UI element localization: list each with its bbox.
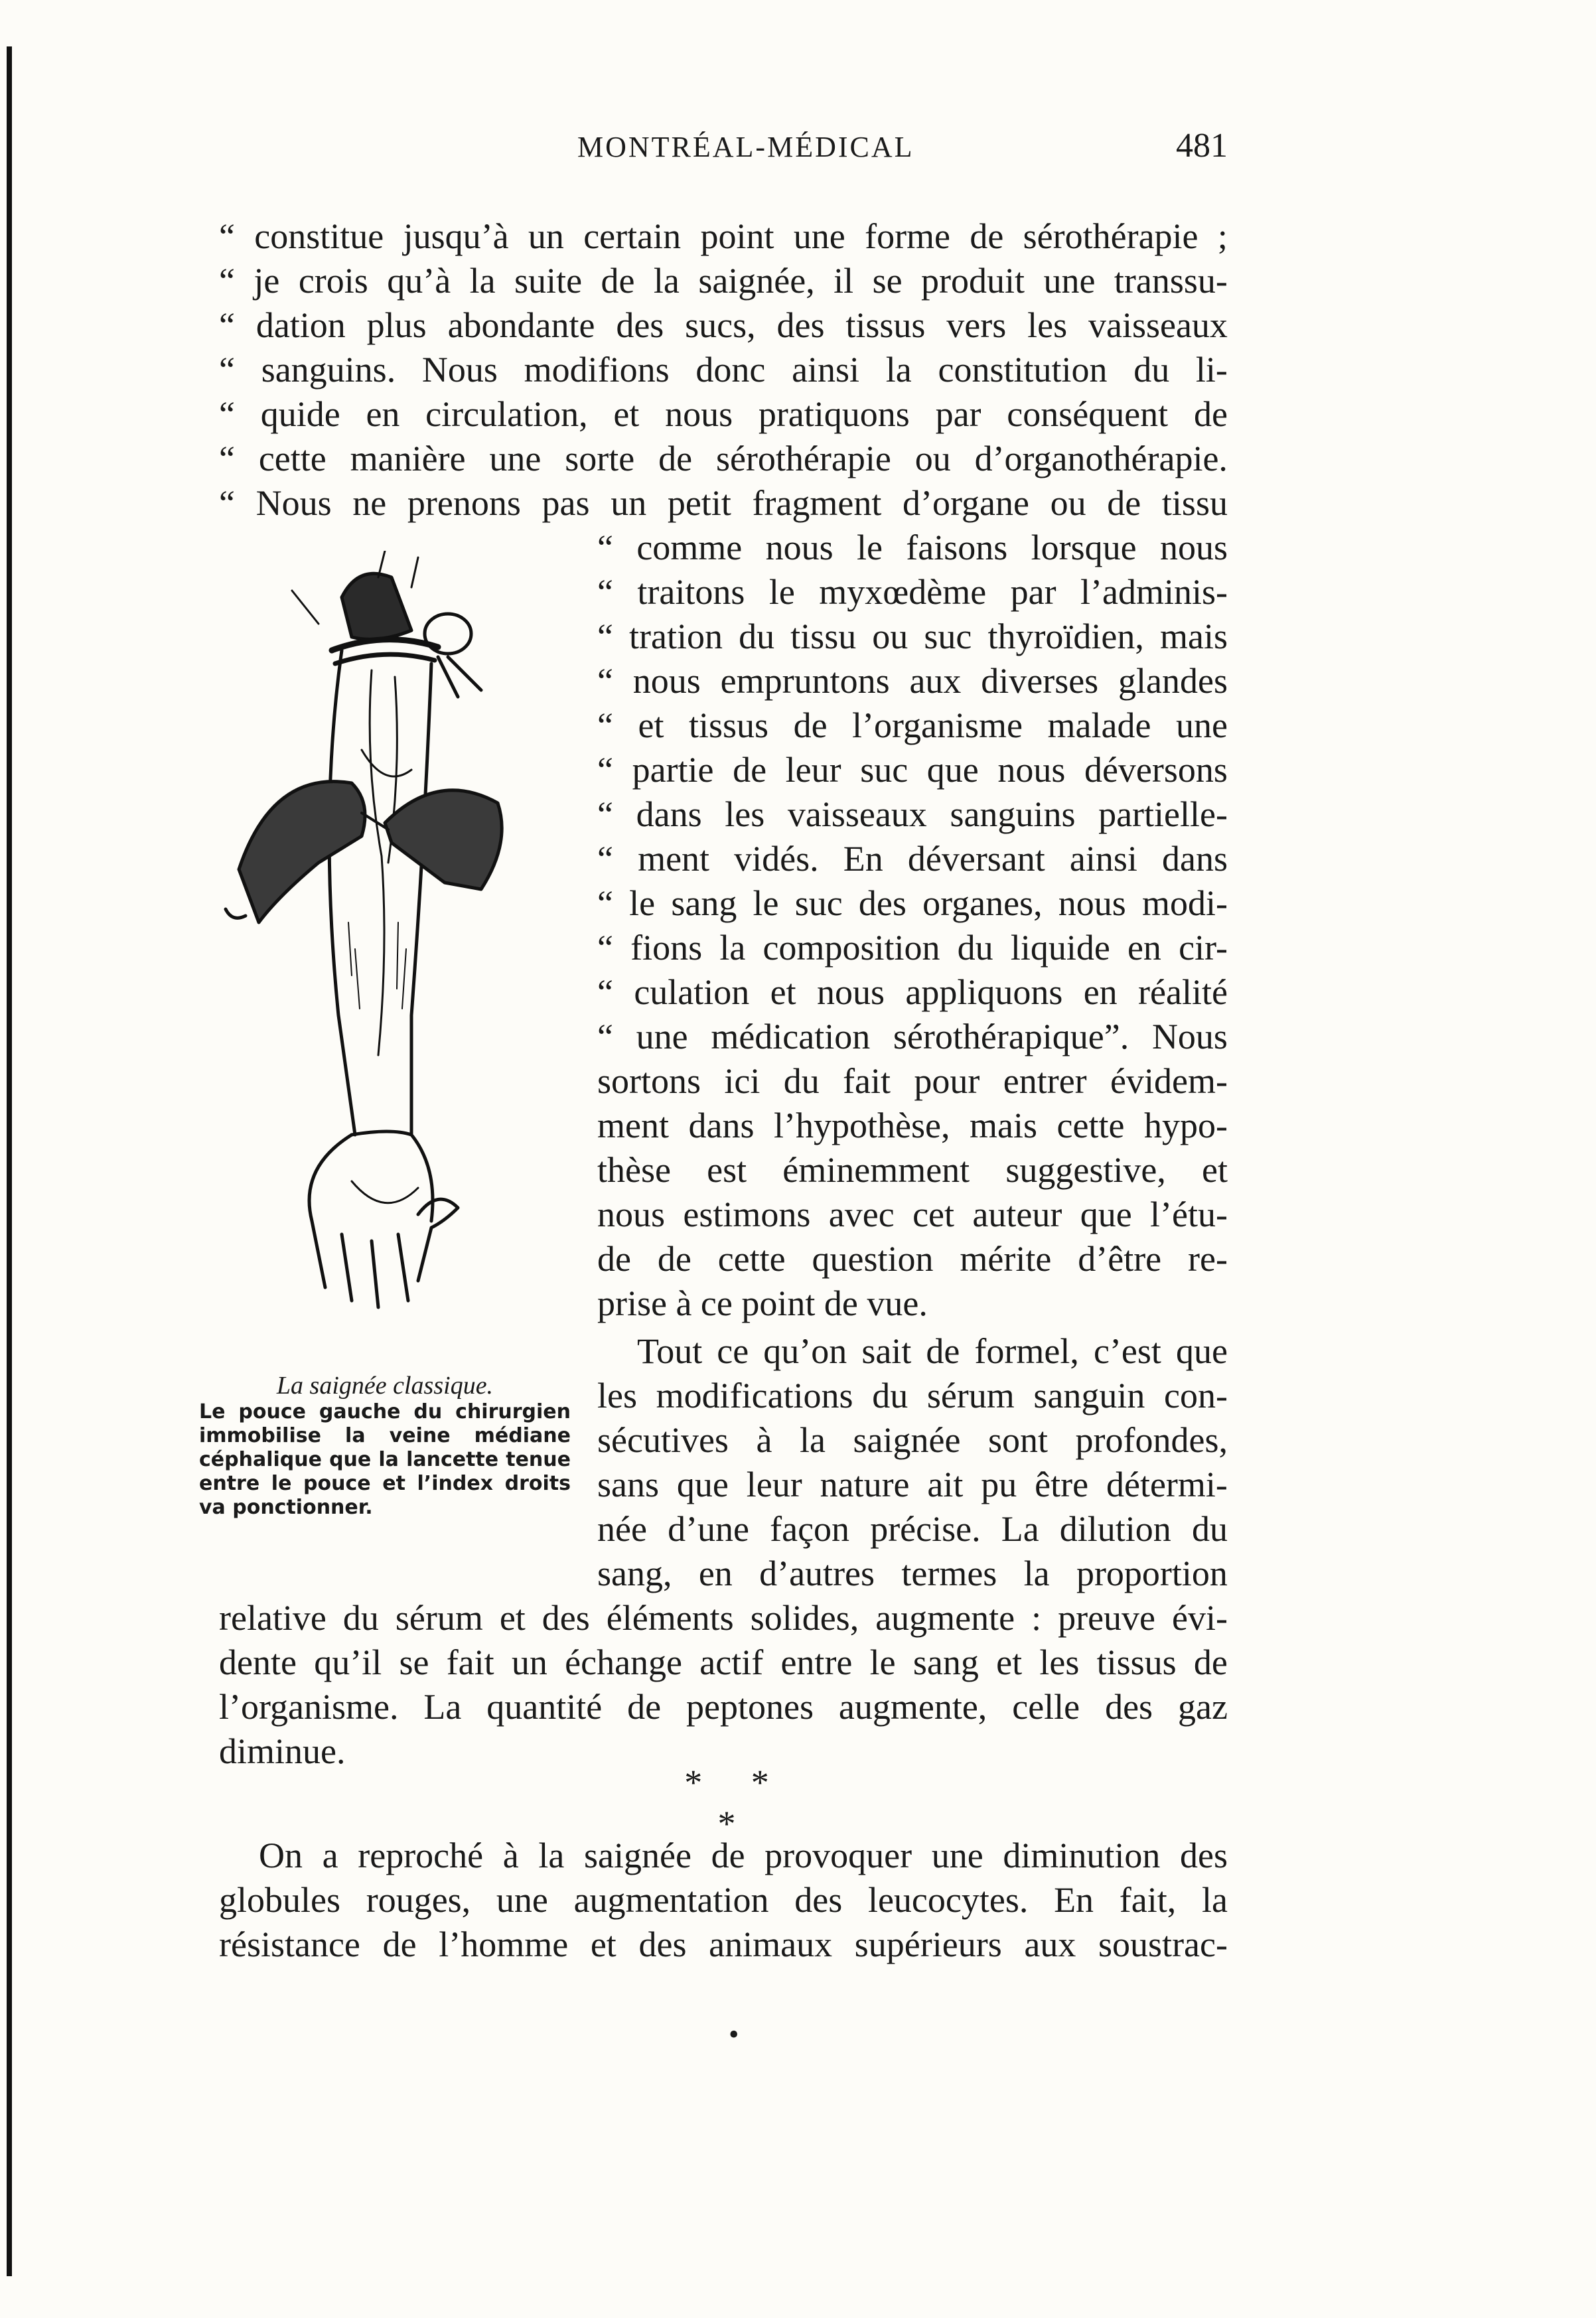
text-line: sécutives à la saignée sont profondes, (597, 1420, 1228, 1460)
text-line: globules rouges, une augmentation des leucocytes. En fait, la (219, 1880, 1228, 1920)
text-line: les modifications du sérum sanguin con- (597, 1376, 1228, 1415)
text-line: “ nous empruntons aux diverses glandes (597, 661, 1228, 701)
footer-mark: • (729, 2018, 739, 2051)
text-line: ment dans l’hypothèse, mais cette hypo- (597, 1106, 1228, 1145)
text-line: diminue. (219, 1731, 346, 1771)
text-line: “ tration du tissu ou suc thyroïdien, mais (597, 616, 1228, 656)
text-line: “ une médication sérothérapique”. Nous (597, 1017, 1228, 1056)
text-line: née d’une façon précise. La dilution du (597, 1509, 1228, 1549)
text-line: “ le sang le suc des organes, nous modi- (597, 883, 1228, 923)
figure-caption (199, 1374, 571, 1520)
page-header (219, 126, 1228, 179)
text-line: “ traitons le myxœdème par l’adminis- (597, 572, 1228, 612)
page-binding-edge (7, 46, 12, 2276)
text-line: thèse est éminemment suggestive, et (597, 1150, 1228, 1190)
text-line: “ sanguins. Nous modifions donc ainsi la constitution du li- (219, 350, 1228, 390)
text-line: “ ment vidés. En déversant ainsi dans (597, 839, 1228, 879)
text-line: “ quide en circulation, et nous pratiquons par conséquent de (219, 394, 1228, 434)
bloodletting-illustration (219, 551, 551, 1347)
caption-text: Le pouce gauche du chirurgien immobilise la veine médiane céphalique que la lancette tenue entre le pouce et l’index droits va ponctionner. (199, 1400, 571, 1519)
section-separator: * * * (684, 1763, 789, 1844)
text-line: résistance de l’homme et des animaux supérieurs aux soustrac- (219, 1924, 1228, 1964)
text-line: prise à ce point de vue. (597, 1283, 928, 1323)
text-line: “ comme nous le faisons lorsque nous (597, 528, 1228, 567)
text-line: dente qu’il se fait un échange actif entre le sang et les tissus de (219, 1642, 1228, 1682)
text-line: “ Nous ne prenons pas un petit fragment d’organe ou de tissu (219, 483, 1228, 523)
text-line: On a reproché à la saignée de provoquer une diminution des (259, 1836, 1228, 1875)
text-line: sans que leur nature ait pu être détermi- (597, 1465, 1228, 1504)
text-line: “ je crois qu’à la suite de la saignée, il se produit une transsu- (219, 261, 1228, 301)
text-line: “ constitue jusqu’à un certain point une forme de sérothérapie ; (219, 216, 1228, 256)
text-line: relative du sérum et des éléments solides, augmente : preuve évi- (219, 1598, 1228, 1638)
caption-title: La saignée classique. (276, 1372, 494, 1400)
text-line: “ partie de leur suc que nous déversons (597, 750, 1228, 790)
text-line: l’organisme. La quantité de peptones augmente, celle des gaz (219, 1687, 1228, 1727)
text-line: nous estimons avec cet auteur que l’étu- (597, 1195, 1228, 1234)
text-line: sortons ici du fait pour entrer évidem- (597, 1061, 1228, 1101)
text-line: “ cette manière une sorte de sérothérapie ou d’organothérapie. (219, 439, 1228, 478)
text-line: “ dans les vaisseaux sanguins partielle- (597, 794, 1228, 834)
text-line: sang, en d’autres termes la proportion (597, 1554, 1228, 1593)
running-title: MONTRÉAL-MÉDICAL (577, 131, 914, 163)
text-line: Tout ce qu’on sait de formel, c’est que (637, 1331, 1228, 1371)
text-line: de de cette question mérite d’être re- (597, 1239, 1228, 1279)
text-line: “ fions la composition du liquide en cir- (597, 928, 1228, 968)
text-line: “ culation et nous appliquons en réalité (597, 972, 1228, 1012)
text-line: “ dation plus abondante des sucs, des tissus vers les vaisseaux (219, 305, 1228, 345)
page-number: 481 (1176, 127, 1228, 165)
text-line: “ et tissus de l’organisme malade une (597, 705, 1228, 745)
